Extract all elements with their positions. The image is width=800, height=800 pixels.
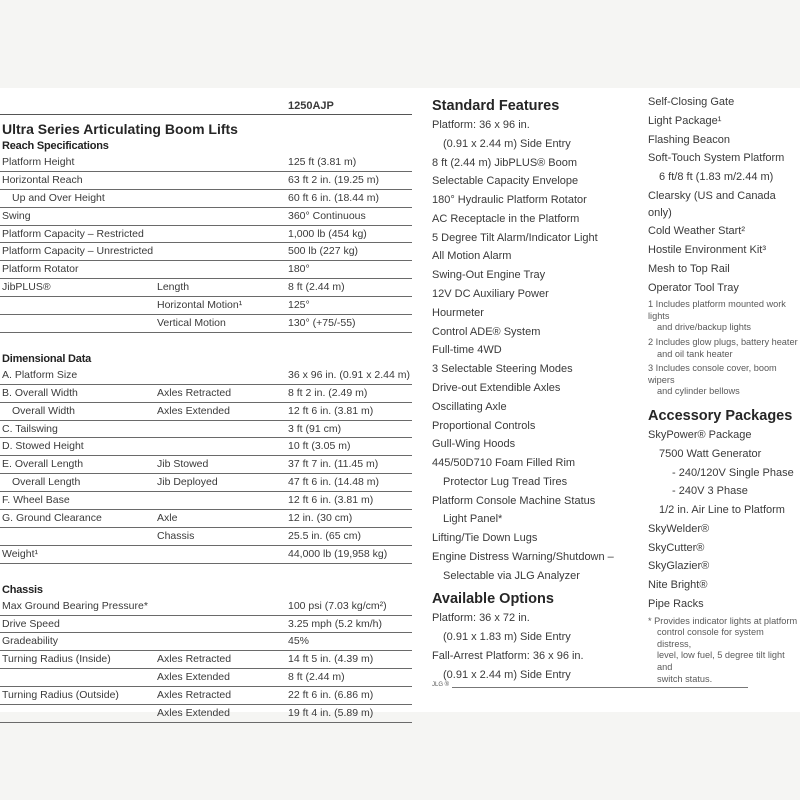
feature-item: 180° Hydraulic Platform Rotator: [432, 194, 587, 207]
spec-sections: [0, 138, 412, 723]
model-name: 1250AJP: [288, 100, 334, 112]
spec-row: [0, 421, 412, 439]
spec-label: Up and Over Height: [12, 191, 105, 204]
spec-row: [0, 208, 412, 226]
spec-row: [0, 528, 412, 546]
feature-item: 3 Selectable Steering Modes: [432, 363, 573, 376]
spec-table: [0, 98, 412, 723]
spec-value: 100 psi (7.03 kg/cm²): [288, 599, 387, 612]
footer-rule: [432, 687, 748, 688]
spec-value: 60 ft 6 in. (18.44 m): [288, 191, 380, 204]
option-item: 6 ft/8 ft (1.83 m/2.44 m): [659, 171, 774, 184]
footnote-line: control console for system distress,: [657, 627, 764, 649]
spec-row: [0, 385, 412, 403]
spec-condition: Jib Stowed: [157, 458, 209, 471]
spec-condition: Axles Extended: [157, 671, 230, 684]
spec-label: Overall Width: [12, 404, 76, 417]
spec-condition: Length: [157, 281, 190, 294]
spec-value: 44,000 lb (19,958 kg): [288, 547, 388, 560]
spec-row: [0, 633, 412, 651]
optional-features-list: [648, 94, 800, 296]
spec-label: JibPLUS®: [2, 281, 51, 294]
spec-label: Drive Speed: [2, 617, 60, 630]
accessory-packages-heading: Accessory Packages: [648, 407, 793, 424]
footnote-line: and oil tank heater: [657, 348, 733, 359]
option-item: Fall-Arrest Platform: 36 x 96 in.: [432, 649, 584, 662]
feature-item: Lifting/Tie Down Lugs: [432, 532, 538, 545]
spec-label: F. Wheel Base: [2, 494, 70, 507]
spec-row: [0, 651, 412, 669]
feature-item: 12V DC Auxiliary Power: [432, 288, 549, 301]
footnote-line: 3 Includes console cover, boom wipers: [648, 363, 777, 385]
spec-label: E. Overall Length: [2, 458, 84, 471]
accessory-item: SkyGlazier®: [648, 560, 710, 573]
spec-row: [0, 297, 412, 315]
spec-label: Turning Radius (Outside): [2, 689, 119, 702]
accessory-item: Pipe Racks: [648, 598, 704, 610]
spec-row: [0, 154, 412, 172]
option-item: Light Package¹: [648, 114, 722, 127]
feature-item: Selectable Capacity Envelope: [432, 175, 579, 188]
spec-label: Platform Rotator: [2, 263, 79, 276]
spec-value: 3 ft (91 cm): [288, 422, 342, 435]
option-item: Self-Closing Gate: [648, 96, 735, 108]
feature-item: Oscillating Axle: [432, 400, 507, 413]
spec-value: 14 ft 5 in. (4.39 m): [288, 653, 374, 666]
spec-row: [0, 261, 412, 279]
footnote: [648, 299, 800, 334]
spec-value: 125 ft (3.81 m): [288, 156, 357, 168]
spec-row: [0, 456, 412, 474]
spec-label: Max Ground Bearing Pressure*: [2, 599, 148, 612]
spec-condition: Axle: [157, 512, 178, 525]
section-heading: Chassis: [2, 583, 43, 596]
spec-value: 19 ft 4 in. (5.89 m): [288, 707, 374, 720]
spec-value: 1,000 lb (454 kg): [288, 227, 367, 240]
spec-value: 125°: [288, 299, 310, 312]
spec-label: C. Tailswing: [2, 422, 58, 435]
feature-item: (0.91 x 2.44 m) Side Entry: [443, 137, 571, 150]
right-column: [648, 94, 800, 685]
feature-item: Control ADE® System: [432, 325, 541, 338]
spec-label: Platform Height: [2, 156, 75, 168]
spec-row: [0, 367, 412, 385]
feature-item: 8 ft (2.44 m) JibPLUS® Boom: [432, 156, 578, 169]
spec-row: [0, 243, 412, 261]
spec-row: [0, 226, 412, 244]
option-footnotes: [648, 299, 800, 398]
spec-label: D. Stowed Height: [2, 440, 84, 453]
footnote: [648, 337, 800, 360]
feature-item: 445/50D710 Foam Filled Rim: [432, 457, 576, 470]
spec-row: [0, 172, 412, 190]
feature-item: Gull-Wing Hoods: [432, 438, 516, 451]
spec-value: 47 ft 6 in. (14.48 m): [288, 476, 380, 489]
spec-value: 12 ft 6 in. (3.81 m): [288, 494, 374, 507]
spec-row: [0, 687, 412, 705]
feature-item: Selectable via JLG Analyzer: [443, 569, 580, 582]
feature-item: Proportional Controls: [432, 419, 536, 432]
spec-row: [0, 669, 412, 687]
accessory-footnote: [648, 616, 800, 686]
footnote-line: 1 Includes platform mounted work lights: [648, 299, 786, 321]
section-spacer: [0, 333, 412, 351]
spec-row: [0, 315, 412, 333]
standard-features-list: [432, 117, 637, 584]
spec-label: Weight¹: [2, 547, 38, 560]
accessory-item: 7500 Watt Generator: [659, 447, 762, 460]
spec-row: [0, 190, 412, 208]
spec-value: 22 ft 6 in. (6.86 m): [288, 689, 374, 702]
feature-item: Full-time 4WD: [432, 344, 502, 357]
accessory-item: Nite Bright®: [648, 579, 708, 592]
spec-row: [0, 546, 412, 564]
spec-row: [0, 616, 412, 634]
standard-features-heading: Standard Features: [432, 98, 560, 114]
feature-item: All Motion Alarm: [432, 250, 512, 263]
footnote-line: and cylinder bellows: [657, 386, 740, 397]
footnote-line: * Provides indicator lights at platform: [648, 615, 798, 626]
accessory-packages-list: [648, 427, 800, 613]
feature-item: Engine Distress Warning/Shutdown –: [432, 550, 614, 563]
spec-condition: Axles Extended: [157, 404, 230, 417]
spec-value: 37 ft 7 in. (11.45 m): [288, 458, 379, 471]
spec-row: [0, 438, 412, 456]
spec-label: Horizontal Reach: [2, 173, 83, 186]
spec-label: Overall Length: [12, 476, 81, 489]
spec-row: [0, 510, 412, 528]
spec-condition: Horizontal Motion¹: [157, 299, 243, 312]
option-item: Flashing Beacon: [648, 133, 730, 146]
spec-value: 12 ft 6 in. (3.81 m): [288, 404, 374, 417]
spec-row: [0, 598, 412, 616]
spec-value: 12 in. (30 cm): [288, 512, 353, 525]
footer-brand-mark: JLG ®: [432, 682, 452, 688]
option-item: (0.91 x 2.44 m) Side Entry: [443, 668, 571, 681]
spec-value: 36 x 96 in. (0.91 x 2.44 m): [288, 368, 410, 381]
feature-item: Drive-out Extendible Axles: [432, 381, 561, 394]
spec-label: B. Overall Width: [2, 386, 78, 399]
spec-condition: Vertical Motion: [157, 317, 226, 330]
feature-item: AC Receptacle in the Platform: [432, 212, 580, 225]
spec-condition: Axles Retracted: [157, 689, 232, 702]
spec-condition: Chassis: [157, 529, 195, 542]
footnote-line: switch status.: [657, 673, 713, 684]
available-options-list: [432, 610, 637, 683]
spec-condition: Axles Retracted: [157, 653, 232, 666]
model-header-row: [0, 98, 412, 115]
spec-value: 500 lb (227 kg): [288, 245, 359, 258]
option-item: Mesh to Top Rail: [648, 262, 730, 275]
spec-value: 3.25 mph (5.2 km/h): [288, 617, 382, 630]
option-item: (0.91 x 1.83 m) Side Entry: [443, 631, 571, 644]
feature-item: 5 Degree Tilt Alarm/Indicator Light: [432, 231, 598, 244]
spec-condition: Axles Extended: [157, 707, 230, 720]
accessory-item: 1/2 in. Air Line to Platform: [659, 504, 785, 517]
feature-item: Light Panel*: [443, 513, 503, 526]
section-heading: Reach Specifications: [2, 140, 109, 152]
spec-value: 8 ft (2.44 m): [288, 281, 345, 294]
option-item: Soft-Touch System Platform: [648, 152, 785, 165]
spec-condition: Axles Retracted: [157, 386, 232, 399]
spec-label: Turning Radius (Inside): [2, 653, 111, 666]
option-item: Hostile Environment Kit³: [648, 244, 766, 257]
spec-condition: Jib Deployed: [157, 476, 218, 489]
footnote-line: 2 Includes glow plugs, battery heater: [648, 337, 798, 347]
spec-label: Platform Capacity – Unrestricted: [2, 245, 154, 258]
feature-item: Hourmeter: [432, 306, 484, 319]
spec-row: [0, 474, 412, 492]
option-item: Cold Weather Start²: [648, 225, 746, 238]
features-column: [432, 96, 637, 685]
spec-value: 63 ft 2 in. (19.25 m): [288, 173, 380, 186]
spec-label: G. Ground Clearance: [2, 512, 102, 525]
spec-value: 180°: [288, 263, 310, 276]
spec-row: [0, 492, 412, 510]
spec-label: A. Platform Size: [2, 368, 78, 381]
spec-value: 360° Continuous: [288, 209, 366, 222]
available-options-heading: Available Options: [432, 591, 554, 608]
feature-item: Swing-Out Engine Tray: [432, 269, 546, 282]
footnote-line: level, low fuel, 5 degree tilt light and: [657, 650, 785, 672]
spec-value: 130° (+75/-55): [288, 317, 356, 330]
spec-row: [0, 705, 412, 723]
section-spacer: [0, 564, 412, 582]
spec-value: 8 ft 2 in. (2.49 m): [288, 386, 368, 399]
footnote-line: and drive/backup lights: [657, 322, 751, 333]
spec-row: [0, 279, 412, 297]
feature-item: Platform Console Machine Status: [432, 494, 596, 507]
feature-item: Platform: 36 x 96 in.: [432, 119, 530, 131]
accessory-item: - 240/120V Single Phase: [672, 466, 794, 479]
spec-label: Platform Capacity – Restricted: [2, 227, 144, 240]
footnote: [648, 363, 800, 398]
spec-label: Gradeability: [2, 635, 59, 648]
accessory-item: SkyPower® Package: [648, 428, 752, 441]
spec-row: [0, 403, 412, 421]
feature-item: Protector Lug Tread Tires: [443, 475, 568, 488]
option-item: Clearsky (US and Canada only): [648, 189, 776, 219]
section-heading: Dimensional Data: [2, 352, 92, 365]
option-item: Platform: 36 x 72 in.: [432, 612, 530, 625]
accessory-item: SkyCutter®: [648, 541, 705, 554]
spec-value: 25.5 in. (65 cm): [288, 529, 361, 542]
spec-label: Swing: [2, 209, 31, 222]
spec-value: 8 ft (2.44 m): [288, 671, 345, 684]
spec-value: 45%: [288, 635, 310, 648]
spec-title: Ultra Series Articulating Boom Lifts: [2, 121, 238, 137]
accessory-item: SkyWelder®: [648, 522, 710, 535]
option-item: Operator Tool Tray: [648, 281, 739, 294]
accessory-item: - 240V 3 Phase: [672, 485, 748, 498]
spec-value: 10 ft (3.05 m): [288, 440, 351, 453]
